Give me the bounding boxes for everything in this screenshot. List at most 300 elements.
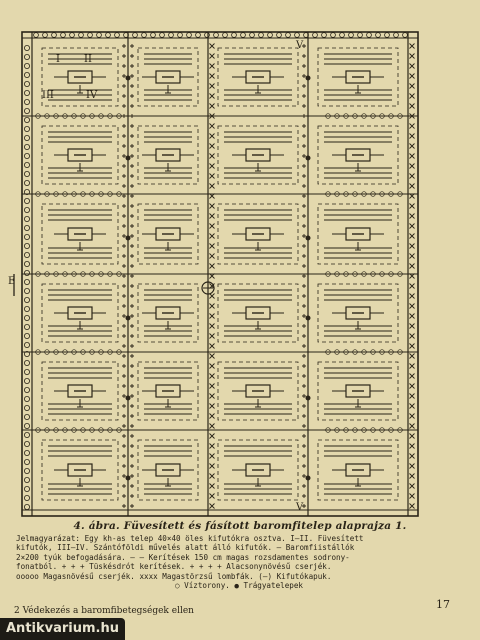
legend-text bbox=[16, 534, 462, 590]
low-shrub-symbol bbox=[302, 424, 306, 428]
tree-symbol bbox=[210, 224, 215, 229]
tree-symbol bbox=[410, 404, 415, 409]
tall-shrub-symbol bbox=[160, 33, 165, 38]
low-shrub-symbol bbox=[122, 214, 126, 218]
low-shrub-symbol bbox=[122, 84, 126, 88]
low-shrub-symbol bbox=[130, 414, 134, 418]
legend-line: 2×200 tyúk befogadására. — — Kerítések 150 cm magas rozsdamentes sodrony- bbox=[16, 552, 350, 562]
tree-symbol bbox=[210, 214, 215, 219]
tall-shrub-symbol bbox=[24, 441, 29, 446]
tall-shrub-symbol bbox=[24, 459, 29, 464]
tall-shrub-symbol bbox=[24, 126, 29, 131]
low-shrub-symbol bbox=[302, 134, 306, 138]
tree-symbol bbox=[410, 374, 415, 379]
low-shrub-symbol bbox=[302, 284, 306, 288]
tall-shrub-symbol bbox=[24, 315, 29, 320]
water-tower-mark bbox=[203, 283, 213, 293]
low-shrub-symbol bbox=[130, 94, 134, 98]
tall-shrub-symbol bbox=[79, 33, 84, 38]
low-shrub-symbol bbox=[130, 174, 134, 178]
zone-label-II: II bbox=[84, 54, 92, 65]
tree-symbol bbox=[410, 204, 415, 209]
low-shrub-symbol bbox=[122, 384, 126, 388]
manure-heap-symbol bbox=[126, 316, 131, 321]
low-shrub-symbol bbox=[122, 104, 126, 108]
tree-symbol bbox=[210, 364, 215, 369]
tall-shrub-symbol bbox=[241, 33, 246, 38]
tree-symbol bbox=[210, 314, 215, 319]
low-shrub-symbol bbox=[302, 174, 306, 178]
low-shrub-symbol bbox=[130, 384, 134, 388]
low-shrub-symbol bbox=[130, 314, 134, 318]
low-shrub-symbol bbox=[302, 494, 306, 498]
low-shrub-symbol bbox=[130, 344, 134, 348]
low-shrub-symbol bbox=[302, 224, 306, 228]
tree-symbol bbox=[210, 464, 215, 469]
tree-symbol bbox=[410, 434, 415, 439]
legend-line: ooooo Magasnövésű cserjék. xxxx Magastörzsű lombfák. (—) Kifutókapuk. bbox=[16, 571, 332, 581]
tall-shrub-symbol bbox=[349, 33, 354, 38]
low-shrub-symbol bbox=[130, 54, 134, 58]
tree-symbol bbox=[210, 134, 215, 139]
tall-shrub-symbol bbox=[24, 72, 29, 77]
low-shrub-symbol bbox=[302, 404, 306, 408]
tall-shrub-symbol bbox=[24, 63, 29, 68]
tree-symbol bbox=[410, 494, 415, 499]
tree-symbol bbox=[210, 414, 215, 419]
tree-symbol bbox=[410, 154, 415, 159]
low-shrub-symbol bbox=[302, 164, 306, 168]
low-shrub-symbol bbox=[302, 414, 306, 418]
low-shrub-symbol bbox=[122, 184, 126, 188]
low-shrub-symbol bbox=[122, 224, 126, 228]
tree-symbol bbox=[210, 154, 215, 159]
tall-shrub-symbol bbox=[403, 33, 408, 38]
tall-shrub-symbol bbox=[24, 279, 29, 284]
tall-shrub-symbol bbox=[24, 243, 29, 248]
tall-shrub-symbol bbox=[24, 225, 29, 230]
low-shrub-symbol bbox=[122, 134, 126, 138]
manure-heap-symbol bbox=[306, 316, 311, 321]
low-shrub-symbol bbox=[122, 404, 126, 408]
low-shrub-symbol bbox=[122, 44, 126, 48]
tree-symbol bbox=[210, 264, 215, 269]
low-shrub-symbol bbox=[130, 284, 134, 288]
low-shrub-symbol bbox=[130, 394, 134, 398]
zone-label-III: III bbox=[42, 90, 54, 101]
low-shrub-symbol bbox=[302, 64, 306, 68]
low-shrub-symbol bbox=[122, 64, 126, 68]
low-shrub-symbol bbox=[122, 244, 126, 248]
tree-symbol bbox=[210, 54, 215, 59]
low-shrub-symbol bbox=[130, 374, 134, 378]
low-shrub-symbol bbox=[122, 124, 126, 128]
low-shrub-symbol bbox=[122, 444, 126, 448]
low-shrub-symbol bbox=[130, 354, 134, 358]
poultry-farm-plan-figure bbox=[8, 18, 472, 518]
tall-shrub-symbol bbox=[313, 33, 318, 38]
low-shrub-symbol bbox=[302, 364, 306, 368]
tall-shrub-symbol bbox=[24, 288, 29, 293]
low-shrub-symbol bbox=[302, 74, 306, 78]
low-shrub-symbol bbox=[122, 354, 126, 358]
tree-symbol bbox=[410, 344, 415, 349]
tall-shrub-symbol bbox=[322, 33, 327, 38]
tall-shrub-symbol bbox=[187, 33, 192, 38]
tree-symbol bbox=[410, 234, 415, 239]
low-shrub-symbol bbox=[302, 154, 306, 158]
low-shrub-symbol bbox=[122, 474, 126, 478]
low-shrub-symbol bbox=[302, 204, 306, 208]
low-shrub-symbol bbox=[130, 244, 134, 248]
low-shrub-symbol bbox=[302, 264, 306, 268]
tree-symbol bbox=[410, 94, 415, 99]
tall-shrub-symbol bbox=[70, 33, 75, 38]
tall-shrub-symbol bbox=[376, 33, 381, 38]
tree-symbol bbox=[410, 334, 415, 339]
tree-symbol bbox=[410, 394, 415, 399]
low-shrub-symbol bbox=[130, 444, 134, 448]
tree-symbol bbox=[210, 294, 215, 299]
low-shrub-symbol bbox=[122, 164, 126, 168]
tree-symbol bbox=[410, 44, 415, 49]
tree-symbol bbox=[210, 84, 215, 89]
low-shrub-symbol bbox=[122, 114, 126, 118]
tall-shrub-symbol bbox=[52, 33, 57, 38]
low-shrub-symbol bbox=[130, 324, 134, 328]
low-shrub-symbol bbox=[122, 394, 126, 398]
tall-shrub-symbol bbox=[340, 33, 345, 38]
tree-symbol bbox=[410, 474, 415, 479]
low-shrub-symbol bbox=[122, 414, 126, 418]
low-shrub-symbol bbox=[122, 204, 126, 208]
tree-symbol bbox=[410, 304, 415, 309]
tree-symbol bbox=[210, 424, 215, 429]
tree-symbol bbox=[210, 374, 215, 379]
tree-symbol bbox=[410, 454, 415, 459]
low-shrub-symbol bbox=[130, 214, 134, 218]
low-shrub-symbol bbox=[130, 424, 134, 428]
tall-shrub-symbol bbox=[24, 54, 29, 59]
tall-shrub-symbol bbox=[24, 45, 29, 50]
tall-shrub-symbol bbox=[24, 108, 29, 113]
low-shrub-symbol bbox=[122, 74, 126, 78]
low-shrub-symbol bbox=[130, 274, 134, 278]
low-shrub-symbol bbox=[302, 474, 306, 478]
tree-symbol bbox=[210, 384, 215, 389]
tree-symbol bbox=[410, 174, 415, 179]
low-shrub-symbol bbox=[122, 194, 126, 198]
low-shrub-symbol bbox=[302, 454, 306, 458]
low-shrub-symbol bbox=[122, 484, 126, 488]
low-shrub-symbol bbox=[122, 144, 126, 148]
low-shrub-symbol bbox=[130, 454, 134, 458]
tall-shrub-symbol bbox=[115, 33, 120, 38]
low-shrub-symbol bbox=[122, 274, 126, 278]
low-shrub-symbol bbox=[130, 144, 134, 148]
low-shrub-symbol bbox=[130, 334, 134, 338]
tree-symbol bbox=[410, 214, 415, 219]
tree-symbol bbox=[210, 64, 215, 69]
low-shrub-symbol bbox=[302, 344, 306, 348]
low-shrub-symbol bbox=[302, 464, 306, 468]
tall-shrub-symbol bbox=[24, 297, 29, 302]
tree-symbol bbox=[210, 444, 215, 449]
tree-symbol bbox=[410, 284, 415, 289]
tree-symbol bbox=[210, 454, 215, 459]
low-shrub-symbol bbox=[130, 164, 134, 168]
tall-shrub-symbol bbox=[34, 33, 39, 38]
tree-symbol bbox=[210, 184, 215, 189]
tall-shrub-symbol bbox=[24, 468, 29, 473]
zone-label-E: E bbox=[8, 276, 16, 287]
low-shrub-symbol bbox=[130, 204, 134, 208]
tall-shrub-symbol bbox=[97, 33, 102, 38]
low-shrub-symbol bbox=[122, 284, 126, 288]
tree-symbol bbox=[210, 104, 215, 109]
tall-shrub-symbol bbox=[43, 33, 48, 38]
tall-shrub-symbol bbox=[24, 261, 29, 266]
tall-shrub-symbol bbox=[24, 396, 29, 401]
tall-shrub-symbol bbox=[142, 33, 147, 38]
manure-heap-symbol bbox=[126, 476, 131, 481]
low-shrub-symbol bbox=[302, 54, 306, 58]
low-shrub-symbol bbox=[130, 504, 134, 508]
low-shrub-symbol bbox=[122, 54, 126, 58]
tall-shrub-symbol bbox=[259, 33, 264, 38]
low-shrub-symbol bbox=[302, 304, 306, 308]
tree-symbol bbox=[410, 74, 415, 79]
low-shrub-symbol bbox=[302, 484, 306, 488]
low-shrub-symbol bbox=[122, 334, 126, 338]
low-shrub-symbol bbox=[130, 124, 134, 128]
tall-shrub-symbol bbox=[24, 99, 29, 104]
low-shrub-symbol bbox=[122, 324, 126, 328]
tree-symbol bbox=[210, 404, 215, 409]
tree-symbol bbox=[210, 324, 215, 329]
footer-section-title: 2 Védekezés a baromfibetegségek ellen bbox=[14, 606, 194, 616]
tree-symbol bbox=[210, 124, 215, 129]
low-shrub-symbol bbox=[302, 144, 306, 148]
tall-shrub-symbol bbox=[223, 33, 228, 38]
tree-symbol bbox=[410, 294, 415, 299]
low-shrub-symbol bbox=[302, 434, 306, 438]
low-shrub-symbol bbox=[302, 254, 306, 258]
tree-symbol bbox=[210, 254, 215, 259]
tree-symbol bbox=[410, 84, 415, 89]
manure-heap-symbol bbox=[126, 76, 131, 81]
tall-shrub-symbol bbox=[214, 33, 219, 38]
tall-shrub-symbol bbox=[24, 306, 29, 311]
tall-shrub-symbol bbox=[24, 252, 29, 257]
low-shrub-symbol bbox=[302, 214, 306, 218]
low-shrub-symbol bbox=[302, 334, 306, 338]
low-shrub-symbol bbox=[302, 184, 306, 188]
tall-shrub-symbol bbox=[24, 171, 29, 176]
low-shrub-symbol bbox=[130, 464, 134, 468]
low-shrub-symbol bbox=[130, 294, 134, 298]
low-shrub-symbol bbox=[302, 394, 306, 398]
tree-symbol bbox=[410, 314, 415, 319]
tree-symbol bbox=[210, 244, 215, 249]
tall-shrub-symbol bbox=[24, 486, 29, 491]
tall-shrub-symbol bbox=[24, 81, 29, 86]
tall-shrub-symbol bbox=[178, 33, 183, 38]
low-shrub-symbol bbox=[302, 84, 306, 88]
low-shrub-symbol bbox=[122, 504, 126, 508]
tree-symbol bbox=[410, 414, 415, 419]
tall-shrub-symbol bbox=[24, 162, 29, 167]
tree-symbol bbox=[210, 484, 215, 489]
low-shrub-symbol bbox=[130, 264, 134, 268]
tall-shrub-symbol bbox=[24, 369, 29, 374]
low-shrub-symbol bbox=[302, 314, 306, 318]
low-shrub-symbol bbox=[302, 104, 306, 108]
low-shrub-symbol bbox=[130, 494, 134, 498]
low-shrub-symbol bbox=[130, 184, 134, 188]
tree-symbol bbox=[410, 264, 415, 269]
low-shrub-symbol bbox=[302, 244, 306, 248]
low-shrub-symbol bbox=[302, 294, 306, 298]
tree-symbol bbox=[410, 164, 415, 169]
tree-symbol bbox=[210, 164, 215, 169]
tall-shrub-symbol bbox=[24, 414, 29, 419]
manure-heap-symbol bbox=[306, 156, 311, 161]
manure-heap-symbol bbox=[306, 476, 311, 481]
tall-shrub-symbol bbox=[24, 333, 29, 338]
tree-symbol bbox=[210, 354, 215, 359]
low-shrub-symbol bbox=[122, 234, 126, 238]
low-shrub-symbol bbox=[302, 194, 306, 198]
tree-symbol bbox=[210, 234, 215, 239]
tall-shrub-symbol bbox=[24, 432, 29, 437]
low-shrub-symbol bbox=[130, 74, 134, 78]
tall-shrub-symbol bbox=[61, 33, 66, 38]
manure-heap-symbol bbox=[126, 236, 131, 241]
tall-shrub-symbol bbox=[24, 477, 29, 482]
tall-shrub-symbol bbox=[24, 324, 29, 329]
tall-shrub-symbol bbox=[169, 33, 174, 38]
tree-symbol bbox=[410, 464, 415, 469]
zone-label-I: I bbox=[56, 54, 60, 65]
low-shrub-symbol bbox=[130, 84, 134, 88]
tall-shrub-symbol bbox=[250, 33, 255, 38]
page-number: 17 bbox=[436, 598, 450, 611]
low-shrub-symbol bbox=[122, 174, 126, 178]
tree-symbol bbox=[210, 144, 215, 149]
low-shrub-symbol bbox=[130, 224, 134, 228]
tree-symbol bbox=[210, 94, 215, 99]
low-shrub-symbol bbox=[130, 404, 134, 408]
tree-symbol bbox=[210, 504, 215, 509]
tall-shrub-symbol bbox=[24, 423, 29, 428]
low-shrub-symbol bbox=[122, 154, 126, 158]
tall-shrub-symbol bbox=[24, 90, 29, 95]
tree-symbol bbox=[410, 324, 415, 329]
legend-line: kifutók, III—IV. Szántóföldi művelés alatt álló kifutók. — Baromfiistállók bbox=[16, 543, 355, 553]
low-shrub-symbol bbox=[302, 324, 306, 328]
low-shrub-symbol bbox=[122, 254, 126, 258]
manure-heap-symbol bbox=[126, 156, 131, 161]
manure-heap-symbol bbox=[306, 236, 311, 241]
low-shrub-symbol bbox=[130, 64, 134, 68]
tree-symbol bbox=[210, 344, 215, 349]
tall-shrub-symbol bbox=[133, 33, 138, 38]
tall-shrub-symbol bbox=[358, 33, 363, 38]
tree-symbol bbox=[210, 394, 215, 399]
manure-heap-symbol bbox=[306, 76, 311, 81]
watermark-logo: Antikvarium.hu bbox=[0, 618, 125, 640]
tree-symbol bbox=[210, 304, 215, 309]
low-shrub-symbol bbox=[302, 384, 306, 388]
legend-line: fonatból. + + + Tüskésdrót kerítések. + + + + Alacsonynövésű cserjék. bbox=[16, 562, 332, 572]
tree-symbol bbox=[410, 64, 415, 69]
low-shrub-symbol bbox=[130, 194, 134, 198]
tree-symbol bbox=[410, 184, 415, 189]
tree-symbol bbox=[210, 474, 215, 479]
low-shrub-symbol bbox=[130, 434, 134, 438]
tall-shrub-symbol bbox=[24, 198, 29, 203]
tree-symbol bbox=[410, 134, 415, 139]
low-shrub-symbol bbox=[302, 354, 306, 358]
tree-symbol bbox=[410, 124, 415, 129]
low-shrub-symbol bbox=[122, 94, 126, 98]
tree-symbol bbox=[410, 444, 415, 449]
low-shrub-symbol bbox=[302, 94, 306, 98]
low-shrub-symbol bbox=[122, 374, 126, 378]
low-shrub-symbol bbox=[122, 264, 126, 268]
tall-shrub-symbol bbox=[331, 33, 336, 38]
tall-shrub-symbol bbox=[24, 405, 29, 410]
tall-shrub-symbol bbox=[394, 33, 399, 38]
tall-shrub-symbol bbox=[24, 360, 29, 365]
tree-symbol bbox=[210, 334, 215, 339]
low-shrub-symbol bbox=[130, 484, 134, 488]
tall-shrub-symbol bbox=[24, 504, 29, 509]
tall-shrub-symbol bbox=[196, 33, 201, 38]
zone-label-IV: IV bbox=[86, 90, 98, 101]
tree-symbol bbox=[410, 354, 415, 359]
low-shrub-symbol bbox=[122, 344, 126, 348]
tall-shrub-symbol bbox=[268, 33, 273, 38]
tall-shrub-symbol bbox=[205, 33, 210, 38]
tree-symbol bbox=[410, 104, 415, 109]
tree-symbol bbox=[410, 54, 415, 59]
tall-shrub-symbol bbox=[367, 33, 372, 38]
low-shrub-symbol bbox=[122, 294, 126, 298]
low-shrub-symbol bbox=[130, 364, 134, 368]
low-shrub-symbol bbox=[122, 304, 126, 308]
low-shrub-symbol bbox=[302, 114, 306, 118]
tall-shrub-symbol bbox=[24, 270, 29, 275]
tall-shrub-symbol bbox=[24, 117, 29, 122]
tree-symbol bbox=[210, 204, 215, 209]
low-shrub-symbol bbox=[122, 464, 126, 468]
tree-symbol bbox=[410, 504, 415, 509]
low-shrub-symbol bbox=[302, 234, 306, 238]
low-shrub-symbol bbox=[122, 314, 126, 318]
tall-shrub-symbol bbox=[24, 342, 29, 347]
figure-caption: 4. ábra. Füvesített és fásított baromfitelep alaprajza 1. bbox=[73, 520, 407, 532]
tree-symbol bbox=[410, 364, 415, 369]
tall-shrub-symbol bbox=[295, 33, 300, 38]
tall-shrub-symbol bbox=[24, 135, 29, 140]
tree-symbol bbox=[210, 174, 215, 179]
tall-shrub-symbol bbox=[24, 495, 29, 500]
low-shrub-symbol bbox=[130, 104, 134, 108]
low-shrub-symbol bbox=[122, 494, 126, 498]
low-shrub-symbol bbox=[302, 374, 306, 378]
